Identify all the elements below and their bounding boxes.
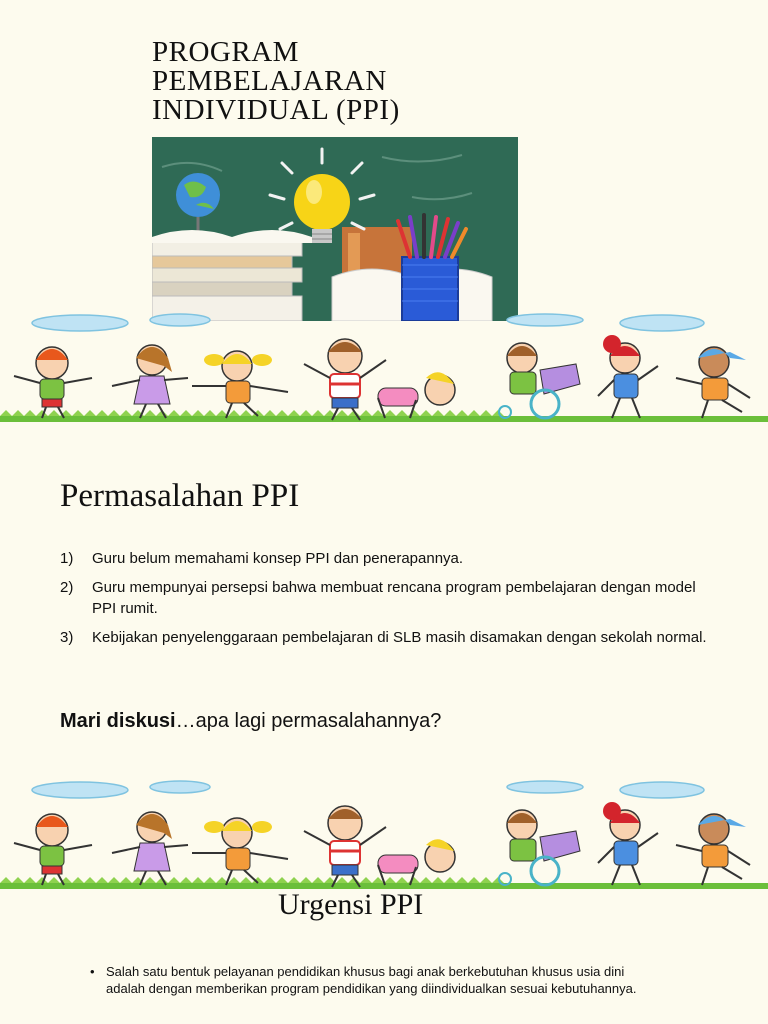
discussion-prompt [60, 710, 441, 733]
list-item [60, 548, 710, 569]
discussion-rest: …apa lagi permasalahannya? [175, 710, 442, 732]
kids-illustration-band [0, 775, 768, 900]
list-item-number: 2) [60, 579, 74, 596]
slide-title-heading [152, 38, 552, 125]
slide-title [0, 0, 768, 435]
list-item-text: Guru mempunyai persepsi bahwa membuat rencana program pembelajaran dengan model PPI rumit. [92, 579, 696, 617]
list-item-number: 3) [60, 629, 74, 646]
problems-heading: Permasalahan PPI [60, 478, 300, 514]
discussion-bold: Mari diskusi [60, 710, 176, 732]
list-item [60, 627, 710, 648]
problems-list [60, 548, 710, 656]
title-line-3: INDIVIDUAL (PPI) [152, 94, 400, 126]
list-item-number: 1) [60, 550, 74, 567]
slide-urgency [0, 775, 768, 1024]
urgency-heading: Urgensi PPI [278, 888, 424, 921]
list-item-text: Guru belum memahami konsep PPI dan penerapannya. [92, 550, 464, 567]
list-item [90, 963, 650, 997]
urgency-list [90, 963, 650, 997]
bullet-icon: • [90, 964, 95, 979]
kids-illustration-band [0, 308, 768, 433]
title-line-2: PEMBELAJARAN [152, 65, 387, 97]
slide-problems [0, 448, 768, 770]
list-item-text: Kebijakan penyelenggaraan pembelajaran di SLB masih disamakan dengan sekolah normal. [92, 629, 707, 646]
title-line-1: PROGRAM [152, 36, 299, 68]
list-item [60, 577, 710, 619]
classroom-photo [152, 137, 518, 321]
list-item-text: Salah satu bentuk pelayanan pendidikan khusus bagi anak berkebutuhan khusus usia dini adalah dengan memberikan program pendidikan yang diindividualkan sesuai kebutuhannya. [106, 964, 637, 996]
